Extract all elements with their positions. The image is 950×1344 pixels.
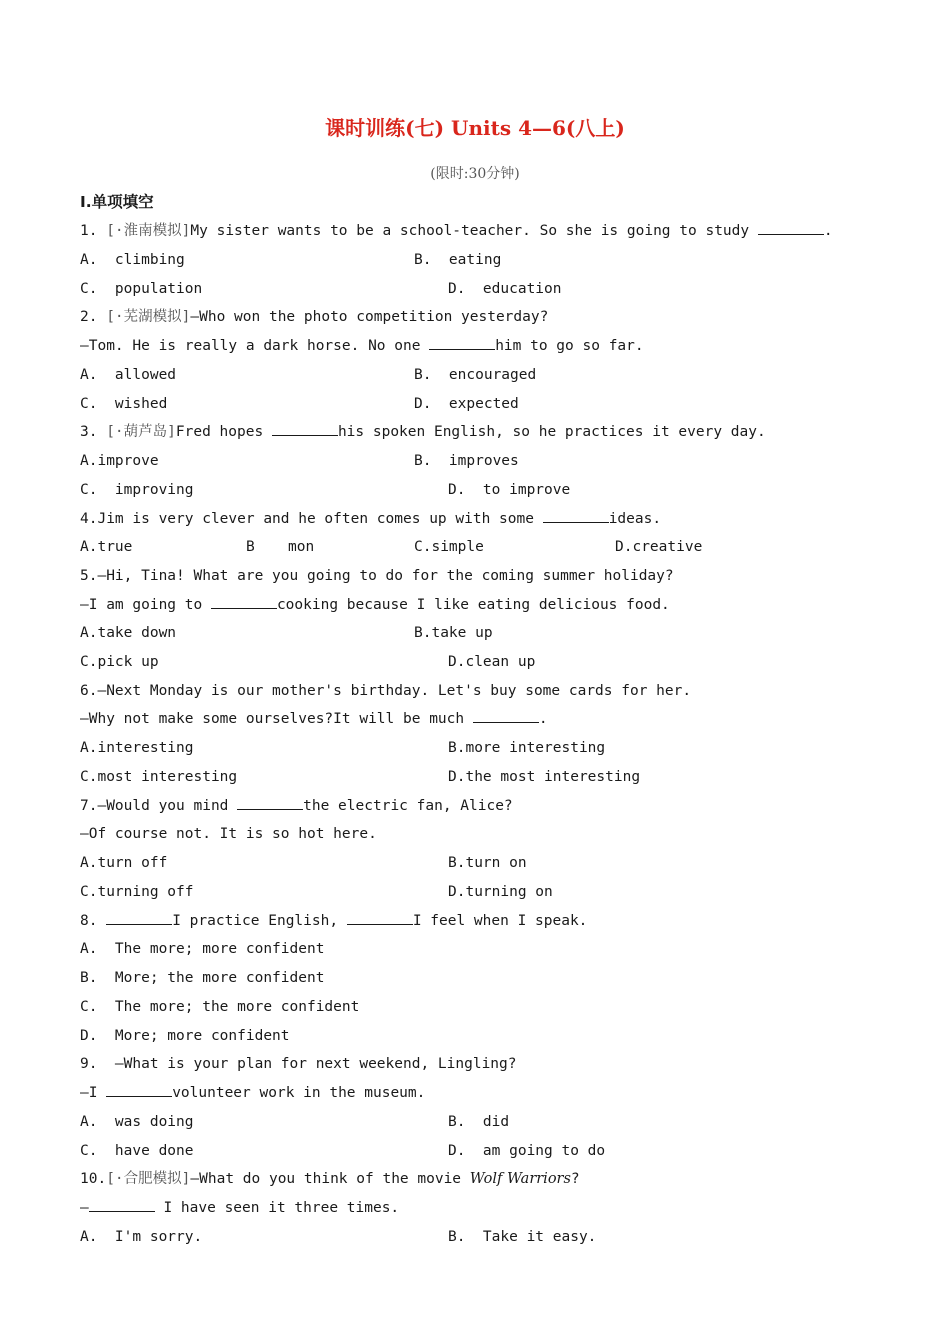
question-number: 2. [80, 309, 98, 325]
q6-option-c: C.most interesting [80, 769, 238, 785]
q8-option-d: D. More; more confident [80, 1028, 290, 1044]
answer-blank [89, 1199, 155, 1212]
q7-option-b: B.turn on [448, 855, 527, 871]
question-5-stem: 5.—Hi, Tina! What are you going to do for the coming summer holiday? [80, 568, 674, 584]
q2-option-a: A. allowed [80, 367, 177, 383]
q10-option-a: A. I'm sorry. [80, 1229, 203, 1245]
answer-blank [106, 1084, 172, 1097]
q2-option-b: B. encouraged [414, 367, 537, 383]
q7-option-a: A.turn off [80, 855, 168, 871]
question-text: —Who won the photo competition yesterday? [190, 309, 549, 325]
question-source: [·芜湖模拟] [106, 309, 191, 325]
q4-option-c: C.simple [414, 539, 484, 555]
question-8-stem [80, 912, 587, 930]
answer-text: —I am going to [80, 597, 211, 613]
question-text-end: ideas. [608, 511, 662, 527]
question-5-answer [80, 596, 670, 614]
answer-text-end: I have seen it three times. [154, 1200, 400, 1216]
q2-option-d: D. expected [414, 396, 519, 412]
question-text: Fred hopes [175, 424, 272, 440]
answer-text: —I [80, 1085, 107, 1101]
q5-option-c: C.pick up [80, 654, 159, 670]
page-title: 课时训练(七) Units 4—6(八上) [325, 116, 625, 140]
question-text: 4.Jim is very clever and he often comes up with some [80, 511, 543, 527]
question-number: 1. [80, 223, 98, 239]
answer-blank [473, 710, 539, 723]
q9-option-b: B. did [448, 1114, 510, 1130]
q1-option-a: A. climbing [80, 252, 185, 268]
question-9-stem: 9. —What is your plan for next weekend, Lingling? [80, 1056, 517, 1072]
question-text: I practice English, [172, 913, 347, 929]
q7-option-d: D.turning on [448, 884, 553, 900]
question-6-answer [80, 710, 548, 728]
answer-text-end: cooking because I like eating delicious food. [276, 597, 670, 613]
question-10-stem [80, 1170, 580, 1188]
question-text: My sister wants to be a school-teacher. So she is going to study [190, 223, 758, 239]
q3-option-a: A.improve [80, 453, 159, 469]
question-text-end: I feel when I speak. [412, 913, 588, 929]
q6-option-d: D.the most interesting [448, 769, 641, 785]
question-number: 8. [80, 913, 107, 929]
q5-option-a: A.take down [80, 625, 177, 641]
question-text-end: his spoken English, so he practices it every day. [337, 424, 766, 440]
question-source: [·合肥模拟] [106, 1171, 191, 1187]
question-text-end: the electric fan, Alice? [303, 798, 513, 814]
q8-option-c: C. The more; the more confident [80, 999, 360, 1015]
question-7-stem [80, 797, 513, 815]
question-10-answer [80, 1199, 399, 1217]
q1-option-b: B. eating [414, 252, 502, 268]
q4-option-a: A.true [80, 539, 133, 555]
answer-blank [758, 222, 824, 235]
q1-option-d: D. education [448, 281, 562, 297]
question-text-end: . [823, 223, 833, 239]
q6-option-a: A.interesting [80, 740, 194, 756]
q4-option-b-text: mon [288, 539, 315, 555]
q5-option-b: B.take up [414, 625, 493, 641]
answer-blank [211, 596, 277, 609]
question-text: —What do you think of the movie [190, 1171, 470, 1187]
question-7-answer: —Of course not. It is so hot here. [80, 826, 377, 842]
answer-blank [543, 510, 609, 523]
q7-option-c: C.turning off [80, 884, 194, 900]
q4-option-d: D.creative [615, 539, 703, 555]
question-text: 7.—Would you mind [80, 798, 238, 814]
question-1-stem [80, 222, 833, 240]
question-2-stem [80, 308, 548, 326]
answer-text: —Why not make some ourselves?It will be much [80, 711, 473, 727]
q3-option-b: B. improves [414, 453, 519, 469]
q3-option-d: D. to improve [448, 482, 571, 498]
q3-option-c: C. improving [80, 482, 194, 498]
q10-option-b: B. Take it easy. [448, 1229, 597, 1245]
q8-option-a: A. The more; more confident [80, 941, 325, 957]
answer-blank [429, 337, 495, 350]
q6-option-b: B.more interesting [448, 740, 606, 756]
section-heading: Ⅰ.单项填空 [80, 193, 154, 211]
q8-option-b: B. More; the more confident [80, 970, 325, 986]
question-4-stem [80, 510, 661, 528]
question-number: 3. [80, 424, 98, 440]
answer-blank [272, 423, 338, 436]
time-limit: (限时:30分钟) [430, 166, 520, 182]
question-text-end: ? [570, 1171, 580, 1187]
q9-option-d: D. am going to do [448, 1143, 606, 1159]
q9-option-c: C. have done [80, 1143, 194, 1159]
answer-text: — [80, 1200, 89, 1216]
q4-option-b-letter: B [246, 539, 255, 555]
question-source: [·葫芦岛] [106, 424, 176, 440]
question-source: [·淮南模拟] [106, 223, 191, 239]
answer-blank [237, 797, 303, 810]
movie-title: Wolf Warriors [469, 1171, 571, 1187]
q2-option-c: C. wished [80, 396, 168, 412]
question-3-stem [80, 423, 766, 441]
q9-option-a: A. was doing [80, 1114, 194, 1130]
question-number: 10. [80, 1171, 107, 1187]
answer-blank-1 [106, 912, 172, 925]
question-2-answer [80, 337, 644, 355]
answer-text-end: . [538, 711, 548, 727]
q1-option-c: C. population [80, 281, 203, 297]
answer-blank-2 [347, 912, 413, 925]
answer-text-end: volunteer work in the museum. [172, 1085, 426, 1101]
question-6-stem: 6.—Next Monday is our mother's birthday. Let's buy some cards for her. [80, 683, 692, 699]
q5-option-d: D.clean up [448, 654, 536, 670]
question-9-answer [80, 1084, 425, 1102]
answer-text-end: him to go so far. [495, 338, 644, 354]
answer-text: —Tom. He is really a dark horse. No one [80, 338, 430, 354]
